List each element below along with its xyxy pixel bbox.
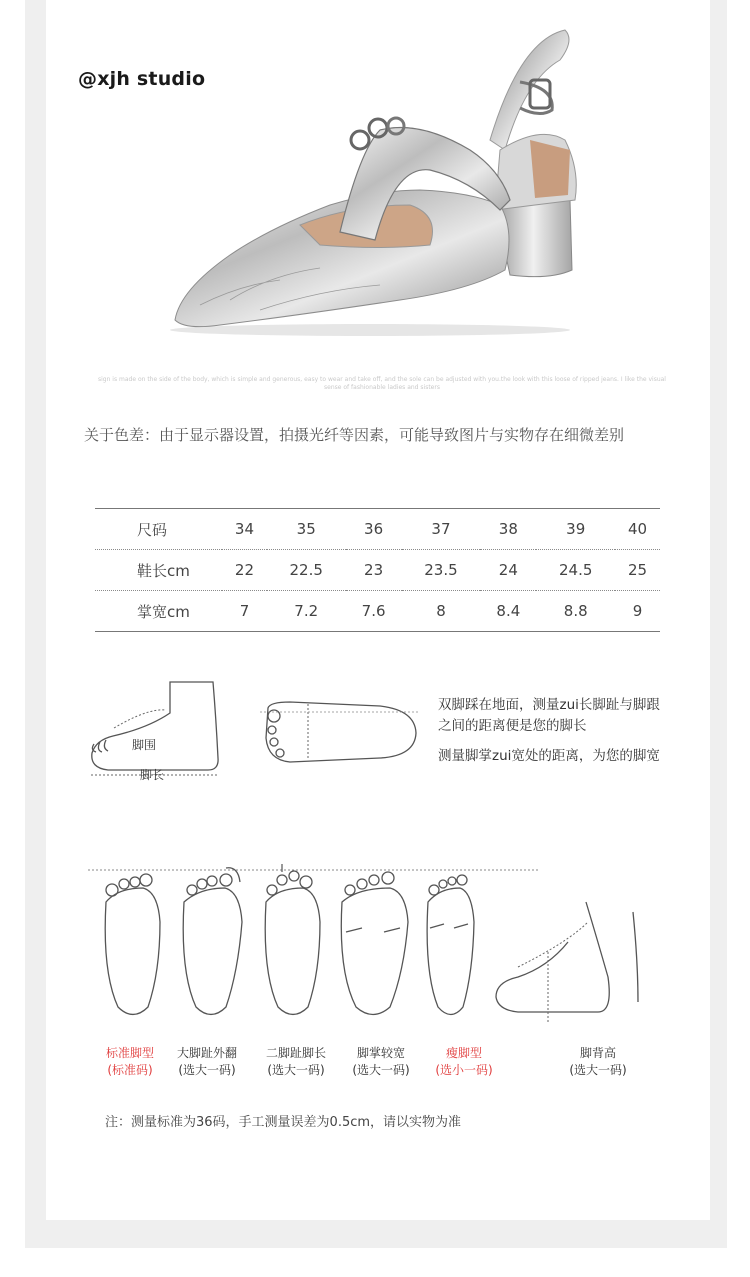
table-row xyxy=(95,509,660,550)
table-cell: 8.4 xyxy=(480,591,536,632)
color-difference-notice: 关于色差：由于显示器设置，拍摄光纤等因素，可能导致图片与实物存在细微差别 xyxy=(84,426,625,444)
table-cell: 9 xyxy=(615,591,660,632)
size-chart-table xyxy=(95,508,660,632)
foot-length-instruction: 双脚踩在地面，测量zui长脚趾与脚跟 之间的距离便是您的脚长 xyxy=(438,697,660,734)
table-cell: 8.8 xyxy=(536,591,615,632)
table-cell: 39 xyxy=(536,509,615,550)
product-shoe-image xyxy=(0,0,750,360)
foot-type-label: 大脚趾外翻 (选大一码) xyxy=(176,1046,237,1077)
row-label: 尺码 xyxy=(95,509,222,550)
table-cell: 37 xyxy=(402,509,481,550)
foot-type-label: 二脚趾脚长 (选大一码) xyxy=(265,1046,326,1077)
foot-type-label: 脚掌较宽 (选大一码) xyxy=(352,1046,410,1077)
product-description-fineprint: sign is made on the side of the body, which is simple and generous, easy to wear and take off, and the sole can be adjusted with you.the look with this loose of ripped jeans. I like the visual sense of fashionable ladies and sisters xyxy=(98,376,666,391)
table-cell: 23.5 xyxy=(402,550,481,591)
table-cell: 24 xyxy=(480,550,536,591)
table-cell: 24.5 xyxy=(536,550,615,591)
measurement-footnote: 注：测量标准为36码，手工测量误差为0.5cm，请以实物为准 xyxy=(105,1115,462,1130)
slim-foot-icon xyxy=(427,875,474,1015)
table-row xyxy=(95,550,660,591)
table-cell: 38 xyxy=(480,509,536,550)
foot-length-label: 脚长 xyxy=(140,768,165,782)
foot-type-label: 标准脚型 (标准码) xyxy=(105,1046,154,1077)
table-cell: 40 xyxy=(615,509,660,550)
high-instep-foot-icon xyxy=(496,902,638,1022)
table-cell: 34 xyxy=(222,509,267,550)
table-cell: 36 xyxy=(346,509,402,550)
table-cell: 22 xyxy=(222,550,267,591)
table-cell: 7.6 xyxy=(346,591,402,632)
table-cell: 8 xyxy=(402,591,481,632)
table-cell: 23 xyxy=(346,550,402,591)
table-cell: 22.5 xyxy=(267,550,346,591)
table-row xyxy=(95,591,660,632)
foot-top-measure-illustration xyxy=(260,698,420,768)
wide-foot-icon xyxy=(341,872,408,1015)
foot-types-illustration xyxy=(88,862,648,1032)
table-cell: 7.2 xyxy=(267,591,346,632)
foot-type-label: 脚背高 (选大一码) xyxy=(569,1046,627,1077)
brand-watermark: @xjh studio xyxy=(78,68,206,90)
table-cell: 35 xyxy=(267,509,346,550)
foot-girth-label: 脚围 xyxy=(132,738,157,752)
long-second-toe-foot-icon xyxy=(265,864,320,1015)
foot-width-instruction: 测量脚掌zui宽处的距离，为您的脚宽 xyxy=(438,748,660,764)
row-label: 掌宽cm xyxy=(95,591,222,632)
row-label: 鞋长cm xyxy=(95,550,222,591)
table-cell: 25 xyxy=(615,550,660,591)
foot-type-label: 瘦脚型 (选小一码) xyxy=(435,1046,493,1077)
table-cell: 7 xyxy=(222,591,267,632)
standard-foot-icon xyxy=(105,874,160,1015)
bunion-foot-icon xyxy=(183,868,242,1015)
